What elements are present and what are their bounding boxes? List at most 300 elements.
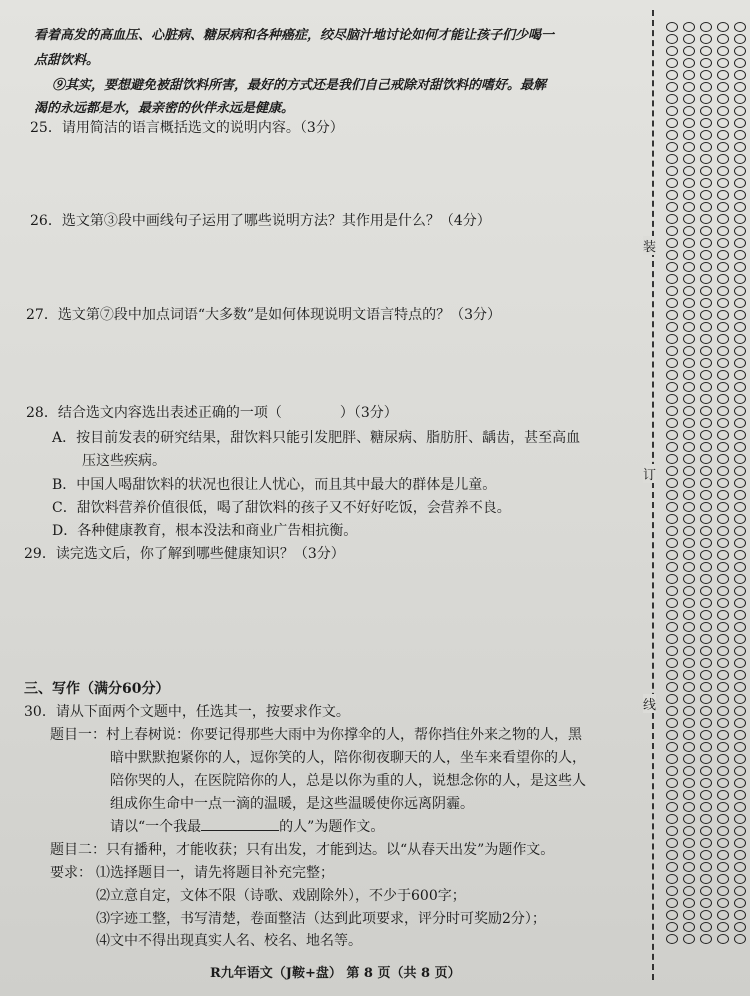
binding-circle xyxy=(700,778,712,788)
binding-circle xyxy=(717,718,729,728)
binding-circle xyxy=(717,778,729,788)
binding-circle xyxy=(734,58,746,68)
binding-circle xyxy=(683,874,695,884)
binding-circle xyxy=(700,22,712,32)
binding-circle xyxy=(683,394,695,404)
binding-circle xyxy=(734,934,746,944)
page-footer: R九年语文（J鞍+盘） 第 8 页（共 8 页） xyxy=(210,966,461,981)
binding-circle xyxy=(700,898,712,908)
binding-circle xyxy=(683,226,695,236)
binding-circle xyxy=(700,418,712,428)
binding-circle xyxy=(666,562,678,572)
binding-circle xyxy=(717,742,729,752)
binding-circle xyxy=(700,466,712,476)
binding-circle xyxy=(734,202,746,212)
binding-circle xyxy=(666,862,678,872)
binding-circle xyxy=(717,790,729,800)
binding-circle xyxy=(666,646,678,656)
binding-circle xyxy=(666,154,678,164)
binding-circle xyxy=(717,898,729,908)
binding-circle xyxy=(683,442,695,452)
binding-circle xyxy=(700,274,712,284)
binding-circle xyxy=(683,658,695,668)
binding-circle xyxy=(700,694,712,704)
binding-circle xyxy=(734,118,746,128)
binding-circle xyxy=(734,886,746,896)
binding-circle xyxy=(700,394,712,404)
binding-circle xyxy=(700,46,712,56)
binding-circle xyxy=(666,934,678,944)
binding-circle xyxy=(700,934,712,944)
binding-circle xyxy=(666,214,678,224)
binding-circle xyxy=(717,202,729,212)
binding-circle xyxy=(734,826,746,836)
binding-circle xyxy=(700,286,712,296)
binding-circle xyxy=(683,22,695,32)
binding-circle xyxy=(700,706,712,716)
binding-circle xyxy=(700,850,712,860)
binding-circle xyxy=(666,622,678,632)
option-c: C．甜饮料营养价值很低，喝了甜饮料的孩子又不好好吃饭，会营养不良。 xyxy=(52,500,511,516)
binding-circle xyxy=(666,82,678,92)
binding-circle xyxy=(683,610,695,620)
binding-circle xyxy=(700,526,712,536)
binding-circle xyxy=(683,706,695,716)
topic-1-line-2: 暗中默默抱紧你的人，逗你笑的人，陪你彻夜聊天的人，坐车来看望你的人， xyxy=(110,750,586,766)
binding-circle xyxy=(683,166,695,176)
binding-circle xyxy=(717,730,729,740)
binding-circle xyxy=(683,586,695,596)
binding-circle xyxy=(717,322,729,332)
binding-circle xyxy=(683,850,695,860)
binding-circle xyxy=(666,250,678,260)
binding-circle xyxy=(734,250,746,260)
binding-circle xyxy=(734,130,746,140)
passage-line-3: ⑨其实，要想避免被甜饮料所害，最好的方式还是我们自己戒除对甜饮料的嗜好。最解 xyxy=(52,78,547,93)
binding-circle xyxy=(683,730,695,740)
binding-circle xyxy=(734,382,746,392)
binding-circle xyxy=(666,382,678,392)
topic-1-prompt xyxy=(110,818,384,836)
binding-circle xyxy=(717,118,729,128)
binding-circle xyxy=(683,502,695,512)
binding-circle xyxy=(700,550,712,560)
binding-circle xyxy=(717,370,729,380)
binding-circle xyxy=(700,514,712,524)
binding-circle xyxy=(734,550,746,560)
binding-circle xyxy=(683,670,695,680)
binding-circle xyxy=(700,58,712,68)
binding-circle xyxy=(666,586,678,596)
binding-circle xyxy=(717,802,729,812)
binding-circle xyxy=(666,898,678,908)
binding-circle xyxy=(734,154,746,164)
binding-circle xyxy=(700,718,712,728)
binding-circle xyxy=(700,430,712,440)
binding-circle xyxy=(666,766,678,776)
binding-circle xyxy=(683,562,695,572)
binding-circle xyxy=(734,298,746,308)
binding-circle xyxy=(734,442,746,452)
binding-circle xyxy=(734,406,746,416)
binding-circle xyxy=(666,922,678,932)
binding-circle xyxy=(734,670,746,680)
binding-circle xyxy=(683,778,695,788)
binding-circle xyxy=(734,682,746,692)
binding-circle xyxy=(717,82,729,92)
option-b: B．中国人喝甜饮料的状况也很让人忧心，而且其中最大的群体是儿童。 xyxy=(52,477,497,493)
binding-circle xyxy=(717,562,729,572)
binding-circle xyxy=(683,490,695,500)
binding-circle xyxy=(683,694,695,704)
binding-circle xyxy=(666,46,678,56)
binding-circle xyxy=(734,82,746,92)
binding-circle xyxy=(700,334,712,344)
binding-circle xyxy=(734,274,746,284)
option-a-line-1: A．按目前发表的研究结果，甜饮料只能引发肥胖、糖尿病、脂肪肝、龋齿，甚至高血 xyxy=(52,430,581,446)
binding-circle xyxy=(717,34,729,44)
binding-circle xyxy=(683,70,695,80)
binding-circle xyxy=(734,394,746,404)
question-28 xyxy=(26,404,398,422)
binding-circle xyxy=(717,658,729,668)
binding-circle xyxy=(683,514,695,524)
binding-circle xyxy=(666,370,678,380)
binding-circle xyxy=(683,754,695,764)
binding-circle xyxy=(666,754,678,764)
binding-circle xyxy=(700,538,712,548)
binding-circle xyxy=(683,118,695,128)
binding-circle xyxy=(734,142,746,152)
binding-circle xyxy=(700,454,712,464)
binding-circle xyxy=(700,562,712,572)
binding-circle xyxy=(683,106,695,116)
binding-circle xyxy=(734,22,746,32)
binding-circle xyxy=(683,766,695,776)
binding-circle xyxy=(734,730,746,740)
binding-circle xyxy=(734,526,746,536)
binding-circle xyxy=(734,490,746,500)
title-fill-blank[interactable] xyxy=(201,818,279,831)
binding-circle xyxy=(666,634,678,644)
binding-circle xyxy=(700,478,712,488)
binding-circle xyxy=(734,790,746,800)
binding-circle xyxy=(717,934,729,944)
binding-circle xyxy=(666,94,678,104)
binding-circle xyxy=(717,862,729,872)
binding-circle xyxy=(700,802,712,812)
binding-circle xyxy=(666,538,678,548)
binding-circle xyxy=(734,262,746,272)
binding-circle xyxy=(700,754,712,764)
binding-circle xyxy=(734,70,746,80)
binding-circle xyxy=(666,430,678,440)
binding-circle xyxy=(666,130,678,140)
binding-circle xyxy=(683,382,695,392)
binding-circle xyxy=(700,826,712,836)
binding-circle xyxy=(700,238,712,248)
binding-circle xyxy=(666,310,678,320)
binding-circle xyxy=(717,94,729,104)
binding-circle xyxy=(717,178,729,188)
binding-circle xyxy=(683,154,695,164)
binding-circle xyxy=(700,874,712,884)
binding-circle xyxy=(700,646,712,656)
margin-label-xian: 线 xyxy=(643,694,656,713)
binding-circle xyxy=(717,766,729,776)
binding-circle xyxy=(717,274,729,284)
binding-circle xyxy=(666,778,678,788)
binding-circle xyxy=(717,394,729,404)
binding-circle xyxy=(666,550,678,560)
binding-circle xyxy=(734,46,746,56)
binding-circle xyxy=(734,574,746,584)
binding-circle xyxy=(717,490,729,500)
binding-circle xyxy=(666,298,678,308)
binding-circle xyxy=(700,382,712,392)
binding-circle xyxy=(717,646,729,656)
binding-circle xyxy=(683,250,695,260)
binding-circle xyxy=(683,370,695,380)
binding-circle xyxy=(717,262,729,272)
binding-dashed-line xyxy=(652,10,654,980)
binding-circle xyxy=(734,502,746,512)
binding-circle xyxy=(717,214,729,224)
binding-circle xyxy=(717,334,729,344)
binding-circle xyxy=(700,586,712,596)
option-d: D．各种健康教育，根本没法和商业广告相抗衡。 xyxy=(52,523,358,539)
binding-circle xyxy=(700,70,712,80)
binding-circle xyxy=(683,934,695,944)
binding-circle xyxy=(666,334,678,344)
binding-circle xyxy=(683,862,695,872)
binding-circle xyxy=(734,334,746,344)
binding-circle xyxy=(717,922,729,932)
binding-circle xyxy=(700,346,712,356)
binding-circle xyxy=(734,562,746,572)
binding-circle xyxy=(700,910,712,920)
binding-circle xyxy=(717,250,729,260)
binding-circle xyxy=(666,418,678,428)
binding-circle xyxy=(717,430,729,440)
binding-circle xyxy=(700,214,712,224)
binding-circle xyxy=(666,58,678,68)
binding-circle xyxy=(683,178,695,188)
binding-circle xyxy=(734,754,746,764)
binding-circle xyxy=(683,790,695,800)
binding-circle xyxy=(717,838,729,848)
binding-circle xyxy=(683,622,695,632)
binding-circle xyxy=(734,838,746,848)
binding-circle xyxy=(666,238,678,248)
section-writing-heading: 三、写作（满分60分） xyxy=(24,681,170,697)
binding-circle xyxy=(683,94,695,104)
binding-circle xyxy=(700,154,712,164)
binding-circle xyxy=(683,538,695,548)
binding-circle xyxy=(683,682,695,692)
binding-circle xyxy=(666,886,678,896)
binding-circle xyxy=(734,478,746,488)
binding-circle xyxy=(700,202,712,212)
binding-circle xyxy=(734,718,746,728)
binding-circle xyxy=(717,706,729,716)
binding-circle xyxy=(700,358,712,368)
binding-circle xyxy=(666,70,678,80)
binding-circle xyxy=(683,466,695,476)
binding-circle xyxy=(666,730,678,740)
binding-circle xyxy=(717,634,729,644)
requirement-1: ⑴选择题目一，请先将题目补充完整； xyxy=(96,865,334,881)
binding-circle xyxy=(717,442,729,452)
binding-circle xyxy=(717,142,729,152)
binding-circle xyxy=(666,346,678,356)
binding-circle xyxy=(717,826,729,836)
binding-circle xyxy=(700,838,712,848)
binding-circle xyxy=(700,190,712,200)
binding-circle xyxy=(666,742,678,752)
binding-circle xyxy=(700,250,712,260)
question-29: 29．读完选文后，你了解到哪些健康知识？（3分） xyxy=(24,546,345,562)
binding-circle xyxy=(734,814,746,824)
binding-circle xyxy=(666,490,678,500)
binding-circle xyxy=(700,142,712,152)
binding-circle xyxy=(683,190,695,200)
binding-circle xyxy=(700,262,712,272)
binding-circle xyxy=(700,34,712,44)
binding-circle xyxy=(717,598,729,608)
binding-circle xyxy=(717,46,729,56)
binding-circle xyxy=(717,514,729,524)
binding-circle xyxy=(683,262,695,272)
binding-circle xyxy=(734,898,746,908)
binding-circle xyxy=(666,610,678,620)
binding-circle xyxy=(666,478,678,488)
binding-margin xyxy=(640,0,666,996)
binding-circle xyxy=(734,802,746,812)
binding-circle xyxy=(734,466,746,476)
binding-circle xyxy=(717,610,729,620)
binding-circle xyxy=(700,178,712,188)
topic-1-line-1: 题目一：村上春树说：你要记得那些大雨中为你撑伞的人，帮你挡住外来之物的人，黑 xyxy=(50,727,582,743)
binding-circle xyxy=(717,886,729,896)
binding-circle xyxy=(666,670,678,680)
binding-circle xyxy=(683,418,695,428)
binding-circle xyxy=(717,418,729,428)
binding-circle xyxy=(683,142,695,152)
binding-circle xyxy=(734,238,746,248)
question-30: 30．请从下面两个文题中，任选其一，按要求作文。 xyxy=(24,704,350,720)
question-27: 27．选文第⑦段中加点词语“大多数”是如何体现说明文语言特点的？（3分） xyxy=(26,307,502,323)
binding-circle xyxy=(683,478,695,488)
topic-1-prompt-end: 的人”为题作文。 xyxy=(279,819,385,835)
binding-circle xyxy=(717,166,729,176)
binding-circle xyxy=(666,802,678,812)
binding-circle xyxy=(700,610,712,620)
binding-circle xyxy=(666,322,678,332)
binding-circle xyxy=(734,166,746,176)
binding-circle xyxy=(666,202,678,212)
binding-hole-pattern xyxy=(666,22,750,952)
binding-circle xyxy=(717,622,729,632)
question-26: 26．选文第③段中画线句子运用了哪些说明方法？其作用是什么？（4分） xyxy=(30,213,491,229)
binding-circle xyxy=(700,226,712,236)
binding-circle xyxy=(717,694,729,704)
binding-circle xyxy=(717,310,729,320)
binding-circle xyxy=(666,274,678,284)
binding-circle xyxy=(700,166,712,176)
question-25: 25．请用简洁的语言概括选文的说明内容。（3分） xyxy=(30,120,344,136)
binding-circle xyxy=(717,58,729,68)
binding-circle xyxy=(683,322,695,332)
binding-circle xyxy=(717,574,729,584)
binding-circle xyxy=(734,106,746,116)
binding-circle xyxy=(717,454,729,464)
binding-circle xyxy=(683,886,695,896)
binding-circle xyxy=(717,406,729,416)
binding-circle xyxy=(700,922,712,932)
binding-circle xyxy=(734,322,746,332)
binding-circle xyxy=(683,826,695,836)
binding-circle xyxy=(734,310,746,320)
binding-circle xyxy=(683,910,695,920)
binding-circle xyxy=(666,658,678,668)
binding-circle xyxy=(700,730,712,740)
binding-circle xyxy=(666,814,678,824)
binding-circle xyxy=(683,346,695,356)
binding-circle xyxy=(734,874,746,884)
binding-circle xyxy=(734,742,746,752)
topic-1-line-3: 陪你哭的人，在医院陪你的人，总是以你为重的人，说想念你的人，是这些人 xyxy=(110,773,586,789)
passage-line-1: 看着高发的高血压、心脏病、糖尿病和各种癌症，绞尽脑汁地讨论如何才能让孩子们少喝一 xyxy=(34,28,555,43)
binding-circle xyxy=(717,130,729,140)
binding-circle xyxy=(683,454,695,464)
binding-circle xyxy=(683,58,695,68)
binding-circle xyxy=(700,442,712,452)
binding-circle xyxy=(717,478,729,488)
binding-circle xyxy=(717,346,729,356)
binding-circle xyxy=(717,358,729,368)
binding-circle xyxy=(683,598,695,608)
binding-circle xyxy=(666,178,678,188)
binding-circle xyxy=(666,358,678,368)
binding-circle xyxy=(683,130,695,140)
binding-circle xyxy=(700,670,712,680)
binding-circle xyxy=(683,838,695,848)
binding-circle xyxy=(734,370,746,380)
binding-circle xyxy=(717,538,729,548)
margin-label-zhuang: 装 xyxy=(643,236,656,255)
binding-circle xyxy=(717,466,729,476)
topic-1-line-4: 组成你生命中一点一滴的温暖，是这些温暖使你远离阴霾。 xyxy=(110,796,474,812)
binding-circle xyxy=(666,106,678,116)
binding-circle xyxy=(717,382,729,392)
binding-circle xyxy=(683,334,695,344)
binding-circle xyxy=(683,922,695,932)
binding-circle xyxy=(666,442,678,452)
binding-circle xyxy=(734,634,746,644)
binding-circle xyxy=(734,94,746,104)
binding-circle xyxy=(734,778,746,788)
binding-circle xyxy=(666,718,678,728)
binding-circle xyxy=(734,214,746,224)
binding-circle xyxy=(700,574,712,584)
binding-circle xyxy=(700,862,712,872)
binding-circle xyxy=(683,430,695,440)
binding-circle xyxy=(717,238,729,248)
binding-circle xyxy=(666,826,678,836)
binding-circle xyxy=(683,574,695,584)
binding-circle xyxy=(683,274,695,284)
